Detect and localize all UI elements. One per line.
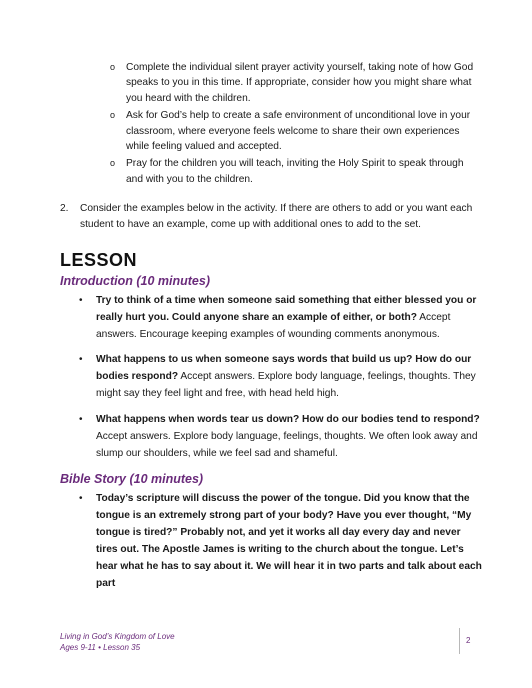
bullet-normal-text: Accept answers. Encourage keeping examples of wounding comments anonymous. [96, 312, 451, 340]
prep-sublist [0, 60, 532, 189]
page-number: 2 [466, 636, 471, 645]
prep-subitem [110, 156, 474, 187]
bullet-bold-text: What happens when words tear us down? How do our bodies tend to respond? [96, 414, 480, 425]
sub-bullet-marker: o [110, 62, 116, 72]
bullet-marker: • [79, 354, 83, 365]
bible-story-bullet [79, 490, 484, 592]
introduction-bullet [79, 351, 484, 402]
numbered-item-text: Consider the examples below in the activity. If there are others to add or you want each student to have an example, come up with additional ones to add to the set. [80, 203, 473, 230]
introduction-bullet [79, 411, 484, 462]
bullet-marker: • [79, 493, 83, 504]
bullet-bold-text: Today’s scripture will discuss the power of the tongue. Did you know that the tongue is an extremely strong part of your body? Have you ever thought, “My tongue is tired?” Probably not, and yet it works all day every day and never tires out. The Apostle James is writing to the church about the tongue. Let’s hear what he has to say about it. We will hear it in two parts and talk about each part [96, 493, 482, 589]
lesson-title: LESSON [60, 250, 138, 270]
bullet-marker: • [79, 414, 83, 425]
bullet-marker: • [79, 295, 83, 306]
introduction-bullet [79, 292, 484, 343]
introduction-heading: Introduction (10 minutes) [60, 274, 210, 288]
bullet-bold-text: Try to think of a time when someone said something that either blessed you or really hurt you. Could anyone share an example of either, or both? [96, 295, 477, 323]
bullet-normal-text: Accept answers. Explore body language, feelings, thoughts. They might say they feel light and free, with head held high. [96, 371, 476, 399]
bullet-normal-text: Accept answers. Explore body language, feelings, thoughts. We often look away and slump our shoulders, while we feel sad and shameful. [96, 431, 478, 459]
bullet-bold-text: What happens to us when someone says words that build us up? How do our bodies respond? [96, 354, 472, 382]
prep-subitem-text: Pray for the children you will teach, inviting the Holy Spirit to speak through and with you to the children. [126, 158, 464, 185]
prep-subitem-text: Complete the individual silent prayer activity yourself, taking note of how God speaks to you in this time. If appropriate, consider how you might share what you heard with the children. [126, 62, 474, 104]
sub-bullet-marker: o [110, 110, 116, 121]
prep-subitem [110, 60, 474, 106]
prep-subitem [110, 108, 474, 154]
footer-series [60, 631, 175, 653]
sub-bullet-marker: o [110, 158, 116, 169]
numbered-item-number: 2. [60, 203, 69, 214]
bible-story-heading: Bible Story (10 minutes) [60, 472, 204, 486]
footer-series-title: Living in God’s Kingdom of Love [60, 632, 175, 641]
numbered-item [60, 201, 480, 233]
prep-subitem-text: Ask for God’s help to create a safe environment of unconditional love in your classroom, where everyone feels welcome to share their own experiences while feeling valued and accepted. [126, 110, 471, 153]
footer-divider [459, 628, 460, 654]
footer-series-subtitle: Ages 9-11 • Lesson 35 [60, 643, 141, 652]
